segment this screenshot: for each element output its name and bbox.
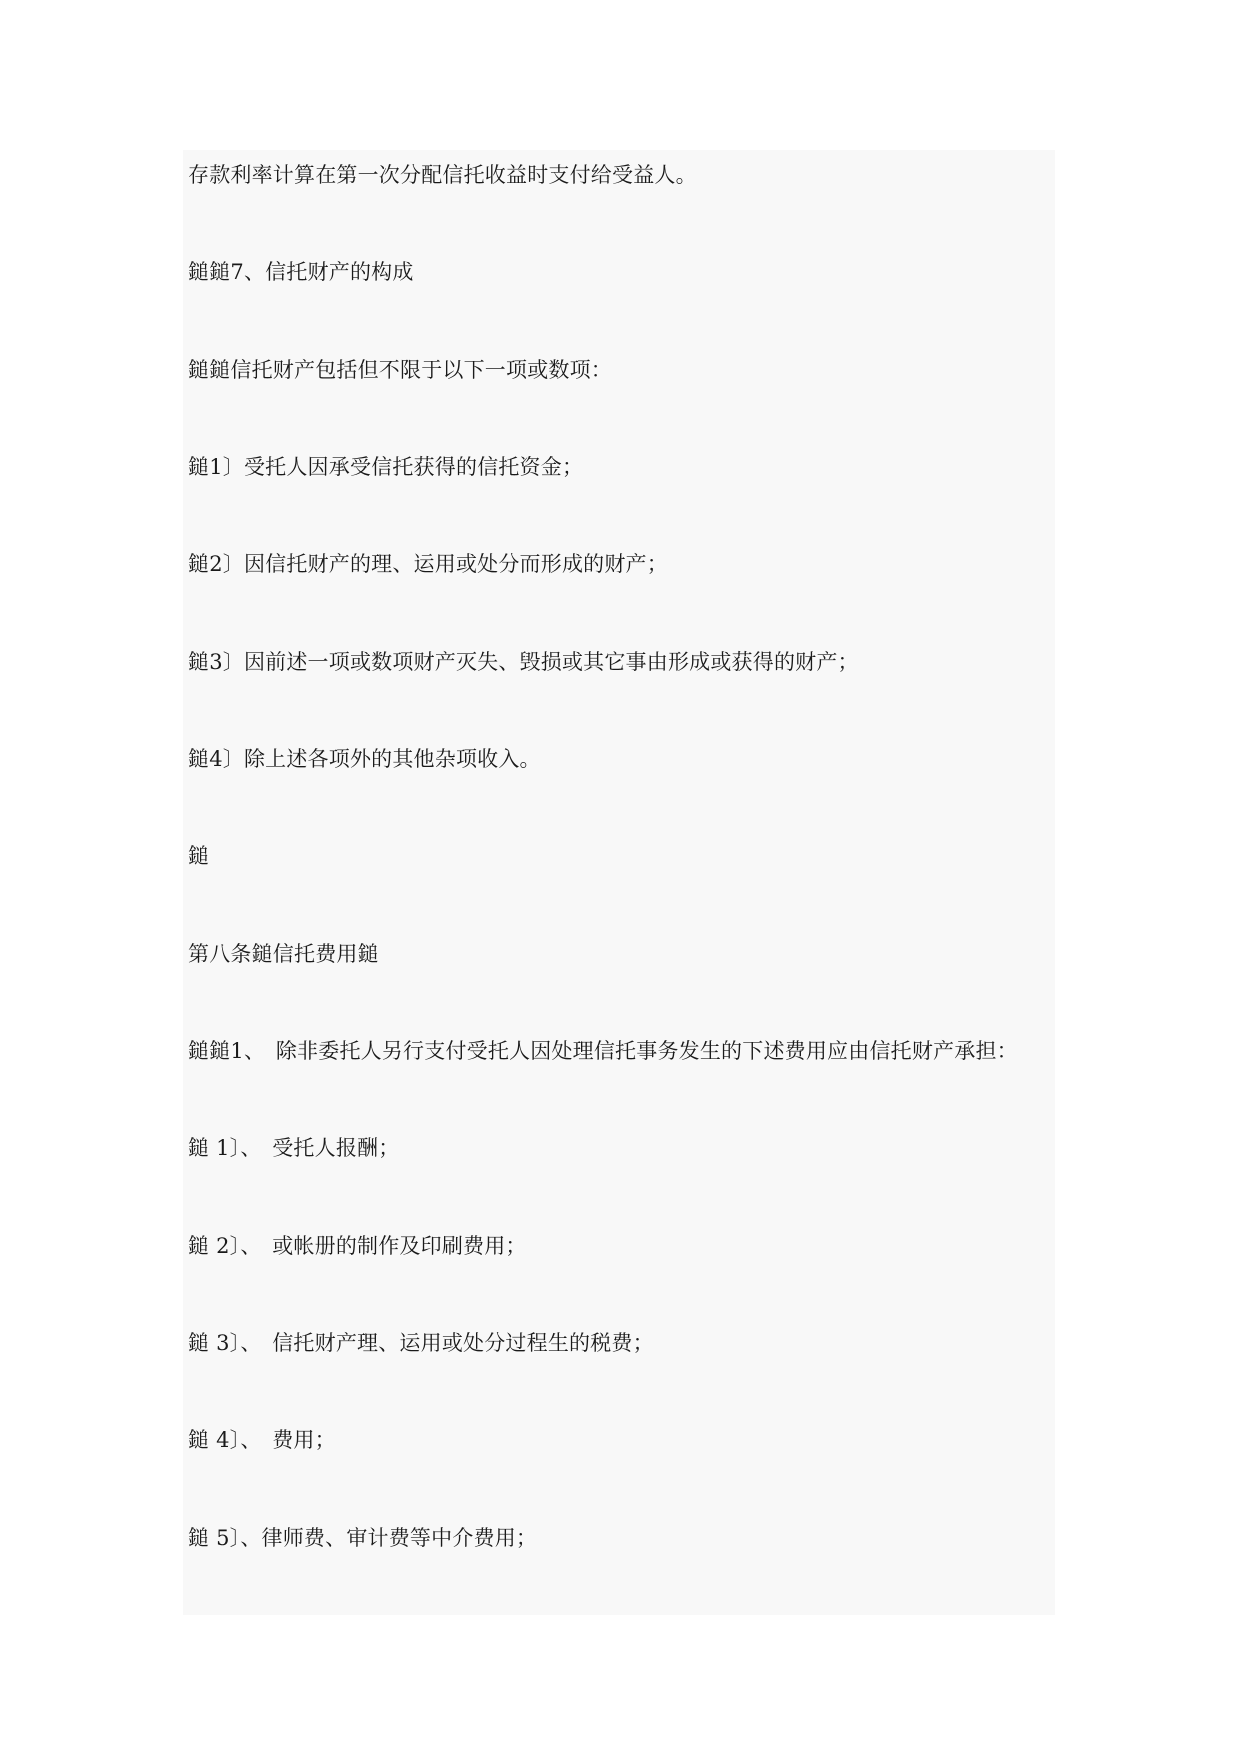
list-item: 鎚 4〕、 费用；: [188, 1428, 336, 1452]
list-item: 鎚 1〕、 受托人报酬；: [188, 1136, 400, 1160]
section-heading: 鎚鎚7、信托财产的构成: [188, 260, 414, 284]
article-heading: 第八条鎚信托费用鎚: [188, 942, 379, 966]
list-item: 鎚2〕因信托财产的理、运用或处分而形成的财产；: [188, 552, 668, 576]
list-item: 鎚3〕因前述一项或数项财产灭失、毁损或其它事由形成或获得的财产；: [188, 650, 859, 674]
list-item: 鎚 3〕、 信托财产理、运用或处分过程生的税费；: [188, 1331, 654, 1355]
paragraph-line: 鎚鎚1、 除非委托人另行支付受托人因处理信托事务发生的下述费用应由信托财产承担：: [188, 1039, 1018, 1063]
blank-line: 鎚: [188, 844, 210, 868]
list-item: 鎚 2〕、 或帐册的制作及印刷费用；: [188, 1234, 527, 1258]
list-item: 鎚4〕除上述各项外的其他杂项收入。: [188, 747, 541, 771]
paragraph-line: 鎚鎚信托财产包括但不限于以下一项或数项：: [188, 358, 612, 382]
paragraph-line: 存款利率计算在第一次分配信托收益时支付给受益人。: [188, 163, 697, 187]
list-item: 鎚1〕受托人因承受信托获得的信托资金；: [188, 455, 584, 479]
list-item: 鎚 5〕、律师费、审计费等中介费用；: [188, 1526, 538, 1550]
